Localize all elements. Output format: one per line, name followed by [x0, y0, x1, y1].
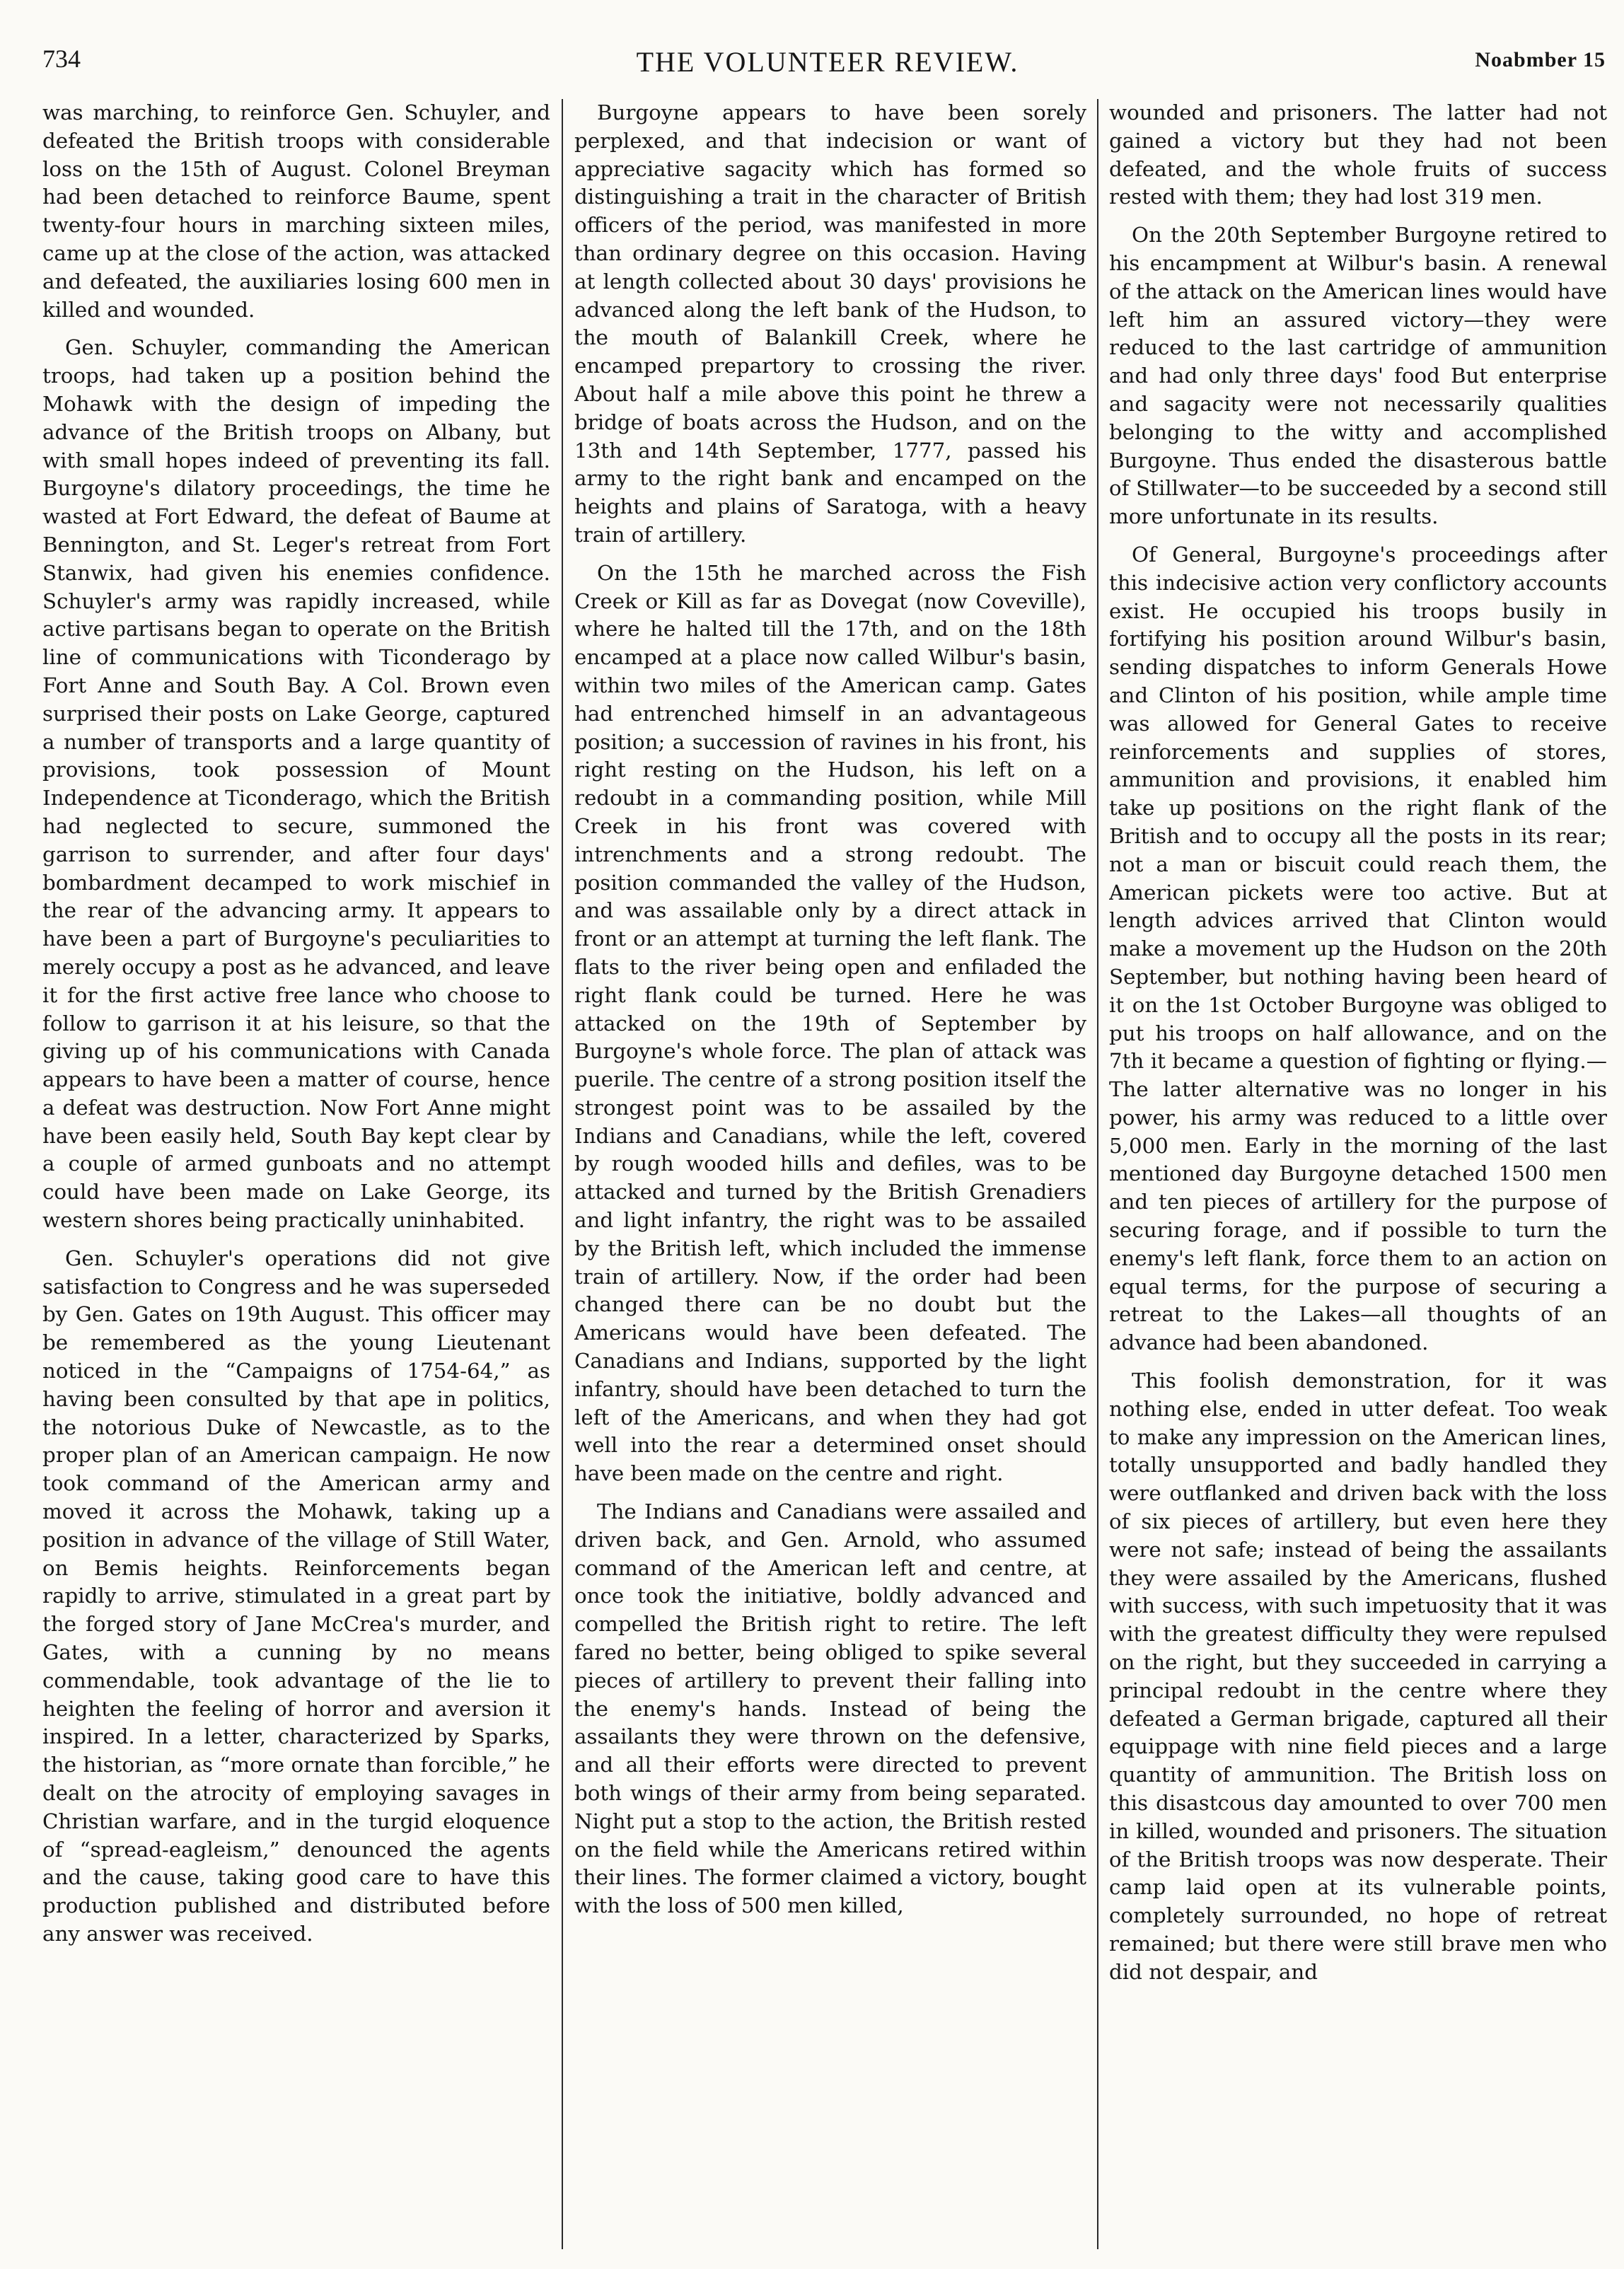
issue-date: Noabmber 15 — [1475, 48, 1606, 71]
paragraph: Of General, Burgoyne's proceedings after this indecisive action very conflictory accounts exist. He occupied his troops busily in fortifying his position around Wilbur's basin, sending dispatches to inform Generals Howe and Clinton of his position, while ample time was allowed for General Gates to receive reinforcements and supplies of stores, ammunition and provisions, it enabled him take up positions on the right flank of the British and to occupy all the posts in its rear; not a man or biscuit could reach them, the American pickets were too active. But at length advices arrived that Clinton would make a movement up the Hudson on the 20th September, but nothing having been heard of it on the 1st October Burgoyne was obliged to put his troops on half allowance, and on the 7th it became a question of fighting or flying.—The latter alternative was no longer in his power, his army was reduced to a little over 5,000 men. Early in the morning of the last mentioned day Burgoyne detached 1500 men and ten pieces of artillery for the purpose of securing forage, and if possible to turn the enemy's left flank, force them to an action on equal terms, for the purpose of securing a retreat to the Lakes—all thoughts of an advance had been abandoned. — [1109, 542, 1607, 1355]
paragraph: On the 15th he marched across the Fish Creek or Kill as far as Dovegat (now Coveville), where he halted till the 17th, and on the 18th encamped at a place now called Wilbur's basin, within two miles of the American camp. Gates had entrenched himself in an advantageous position; a succession of ravines in his front, his right resting on the Hudson, his left on a redoubt in a commanding position, while Mill Creek in his front was covered with intrenchments and a strong redoubt. The position commanded the valley of the Hudson, and was assailable only by a direct attack in front or an attempt at turning the left flank. The flats to the river being open and enfiladed the right flank could be turned. Here he was attacked on the 19th of September by Burgoyne's whole force. The plan of attack was puerile. The centre of a strong position itself the strongest point was to be assailed by the Indians and Canadians, while the left, covered by rough wooded hills and defiles, was to be attacked and turned by the British Grenadiers and light infantry, the right was to be assailed by the British left, which included the immense train of artillery. Now, if the order had been changed there can be no doubt but the Americans would have been defeated. The Canadians and Indians, supported by the light infantry, should have been detached to turn the left of the Americans, and when they had got well into the rear a determined onset should have been made on the centre and right. — [574, 560, 1086, 1486]
paragraph: was marching, to reinforce Gen. Schuyler, and defeated the British troops with considerable loss on the 15th of August. Colonel Breyman had been detached to reinforce Baume, spent twenty-four hours in marching sixteen miles, came up at the close of the action, was attacked and defeated, the auxiliaries losing 600 men in killed and wounded. — [42, 100, 550, 322]
masthead-title: THE VOLUNTEER REVIEW. — [636, 46, 1019, 78]
page-number: 734 — [42, 45, 81, 73]
paragraph: wounded and prisoners. The latter had not gained a victory but they had not been defeated, and the whole fruits of success rested with them; they had lost 319 men. — [1109, 100, 1607, 209]
article-columns — [42, 99, 1613, 2249]
paragraph: Burgoyne appears to have been sorely perplexed, and that indecision or want of appreciative sagacity which has formed so distinguishing a trait in the character of British officers of the period, was manifested in more than ordinary degree on this occasion. Having at length collected about 30 days' provisions he advanced along the left bank of the Hudson, to the mouth of Balankill Creek, where he encamped prepartory to crossing the river. About half a mile above this point he threw a bridge of boats across the Hudson, and on the 13th and 14th September, 1777, passed his army to the right bank and encamped on the heights and plains of Saratoga, with a heavy train of artillery. — [574, 100, 1086, 547]
column-divider — [1097, 99, 1098, 2249]
column-2 — [574, 99, 1086, 2249]
column-1 — [42, 99, 550, 2249]
paragraph: This foolish demonstration, for it was nothing else, ended in utter defeat. Too weak to make any impression on the American lines, totally unsupported and badly handled they were outflanked and driven back with the loss of six pieces of artillery, but even here they were not safe; instead of being the assailants they were assailed by the Americans, flushed with success, with such impetuosity that it was with the greatest difficulty they were repulsed on the right, but they succeeded in carrying a principal redoubt in the centre where they defeated a German brigade, captured all their equippage with nine field pieces and a large quantity of ammunition. The British loss on this disastcous day amounted to over 700 men in killed, wounded and prisoners. The situation of the British troops was now desperate. Their camp laid open at its vulnerable points, completely surrounded, no hope of retreat remained; but there were still brave men who did not despair, and — [1109, 1369, 1607, 1984]
paragraph: Gen. Schuyler's operations did not give satisfaction to Congress and he was superseded by Gen. Gates on 19th August. This officer may be remembered as the young Lieutenant noticed in the “Campaigns of 1754-64,” as having been consulted by that ape in politics, the notorious Duke of Newcastle, as to the proper plan of an American campaign. He now took command of the American army and moved it across the Mohawk, taking up a position in advance of the village of Still Water, on Bemis heights. Reinforcements began rapidly to arrive, stimulated in a great part by the forged story of Jane McCrea's murder, and Gates, with a cunning by no means commendable, took advantage of the lie to heighten the feeling of horror and aversion it inspired. In a letter, characterized by Sparks, the historian, as “more ornate than forcible,” he dealt on the atrocity of employing savages in Christian warfare, and in the turgid eloquence of “spread-eagleism,” denounced the agents and the cause, taking good care to have this production published and distributed before any answer was received. — [42, 1246, 550, 1946]
paragraph: On the 20th September Burgoyne retired to his encampment at Wilbur's basin. A renewal of the attack on the American lines would have left him an assured victory—they were reduced to the last cartridge of ammunition and had only three days' food But enterprise and sagacity were not necessarily qualities belonging to the witty and accomplished Burgoyne. Thus ended the disasterous battle of Stillwater—to be succeeded by a second still more unfortunate in its results. — [1109, 223, 1607, 529]
column-3 — [1109, 99, 1607, 2249]
column-divider — [562, 99, 563, 2249]
page-header — [42, 44, 1613, 93]
paragraph: The Indians and Canadians were assailed and driven back, and Gen. Arnold, who assumed command of the American left and centre, at once took the initiative, boldly advanced and compelled the British right to retire. The left fared no better, being obliged to spike several pieces of artillery to prevent their falling into the enemy's hands. Instead of being the assailants they were thrown on the defensive, and all their efforts were directed to prevent both wings of their army from being separated. Night put a stop to the action, the British rested on the field while the Americans retired within their lines. The former claimed a victory, bought with the loss of 500 men killed, — [574, 1499, 1086, 1918]
paragraph: Gen. Schuyler, commanding the American troops, had taken up a position behind the Mohawk with the design of impeding the advance of the British troops on Albany, but with small hopes indeed of preventing its fall. Burgoyne's dilatory proceedings, the time he wasted at Fort Edward, the defeat of Baume at Bennington, and St. Leger's retreat from Fort Stanwix, had given his enemies confidence. Schuyler's army was rapidly increased, while active partisans began to operate on the British line of communications with Ticonderago by Fort Anne and South Bay. A Col. Brown even surprised their posts on Lake George, captured a number of transports and a large quantity of provisions, took possession of Mount Independence at Ticonderago, which the British had neglected to secure, summoned the garrison to surrender, and after four days' bombardment decamped to work mischief in the rear of the advancing army. It appears to have been a part of Burgoyne's peculiarities to merely occupy a post as he advanced, and leave it for the first active free lance who choose to follow to garrison it at his leisure, so that the giving up of his communications with Canada appears to have been a matter of course, hence a defeat was destruction. Now Fort Anne might have been easily held, South Bay kept clear by a couple of armed gunboats and no attempt could have been made on Lake George, its western shores being practically uninhabited. — [42, 335, 550, 1233]
